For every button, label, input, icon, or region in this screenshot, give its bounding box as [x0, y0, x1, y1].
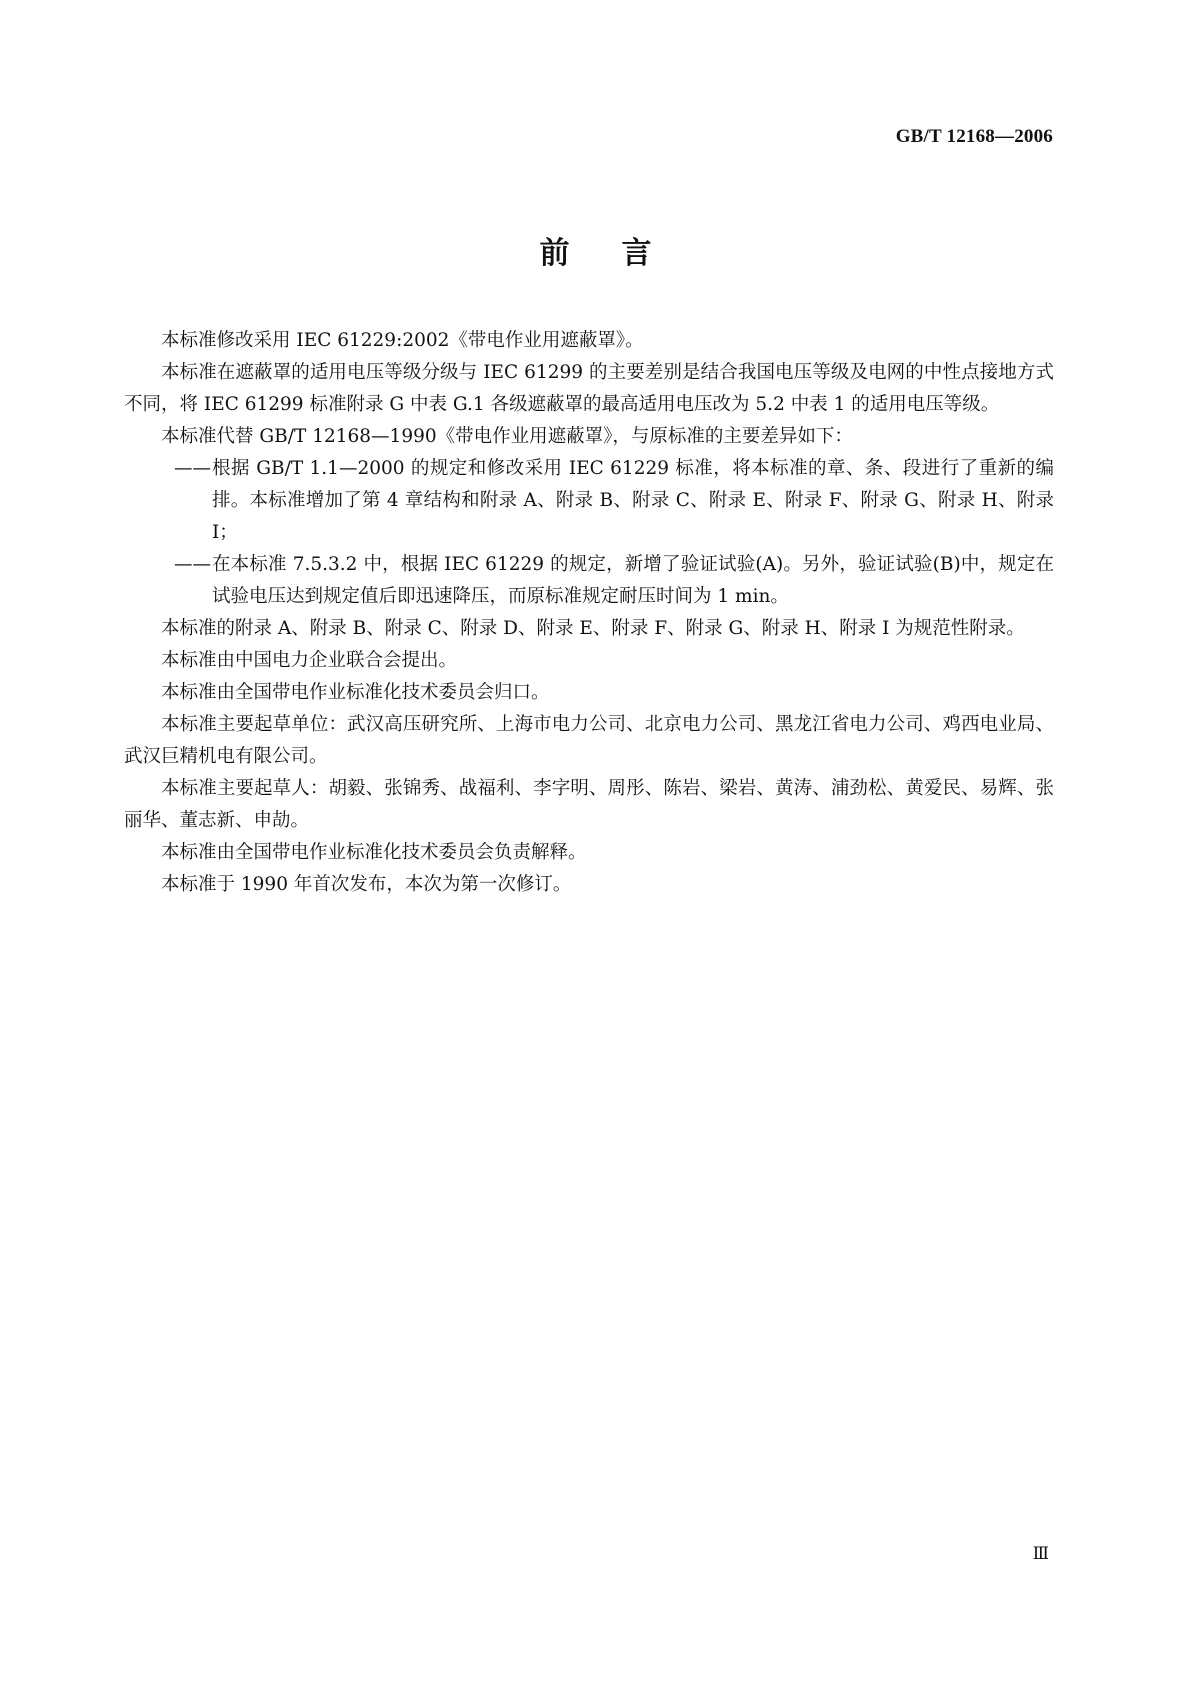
paragraph-drafters: 本标准主要起草人：胡毅、张锦秀、战福利、李字明、周彤、陈岩、梁岩、黄涛、浦劲松、黄爱民、易辉、张丽华、董志新、申劼。 — [124, 778, 1054, 831]
page-number: Ⅲ — [1032, 1544, 1049, 1563]
foreword-body — [124, 325, 1054, 901]
paragraph-interpretation: 本标准由全国带电作业标准化技术委员会负责解释。 — [161, 842, 587, 863]
standard-code: GB/T 12168—2006 — [895, 126, 1053, 147]
paragraph-annexes: 本标准的附录 A、附录 B、附录 C、附录 D、附录 E、附录 F、附录 G、附录 H、附录 I 为规范性附录。 — [161, 618, 1025, 639]
paragraph-proposed-by: 本标准由中国电力企业联合会提出。 — [161, 650, 458, 671]
dash-mark: —— — [174, 554, 211, 575]
paragraph-under-jurisdiction: 本标准由全国带电作业标准化技术委员会归口。 — [161, 682, 550, 703]
list-item — [124, 549, 1054, 613]
list-item — [124, 453, 1054, 549]
paragraph-drafting-units: 本标准主要起草单位：武汉高压研究所、上海市电力公司、北京电力公司、黑龙江省电力公司、鸡西电业局、武汉巨精机电有限公司。 — [124, 714, 1054, 767]
paragraph-adoption: 本标准修改采用 IEC 61229:2002《带电作业用遮蔽罩》。 — [161, 330, 644, 351]
page-title: 前言 — [539, 236, 704, 271]
paragraph-differences-iec: 本标准在遮蔽罩的适用电压等级分级与 IEC 61299 的主要差别是结合我国电压等级及电网的中性点接地方式不同，将 IEC 61299 标准附录 G 中表 G.1 各级遮蔽罩的最高适用电压改为 5.2 中表 1 的适用电压等级。 — [124, 362, 1054, 415]
paragraph-replacement: 本标准代替 GB/T 12168—1990《带电作业用遮蔽罩》，与原标准的主要差异如下： — [161, 426, 853, 447]
list-item-text: 根据 GB/T 1.1—2000 的规定和修改采用 IEC 61229 标准，将本标准的章、条、段进行了重新的编排。本标准增加了第 4 章结构和附录 A、附录 B、附录 C、附录 E、附录 F、附录 G、附录 H、附录 I； — [212, 458, 1054, 543]
paragraph-release-history: 本标准于 1990 年首次发布，本次为第一次修订。 — [161, 874, 572, 895]
list-item-text: 在本标准 7.5.3.2 中，根据 IEC 61229 的规定，新增了验证试验(A)。另外，验证试验(B)中，规定在试验电压达到规定值后即迅速降压，而原标准规定耐压时间为 1 min。 — [212, 554, 1054, 607]
dash-mark: —— — [174, 458, 211, 479]
